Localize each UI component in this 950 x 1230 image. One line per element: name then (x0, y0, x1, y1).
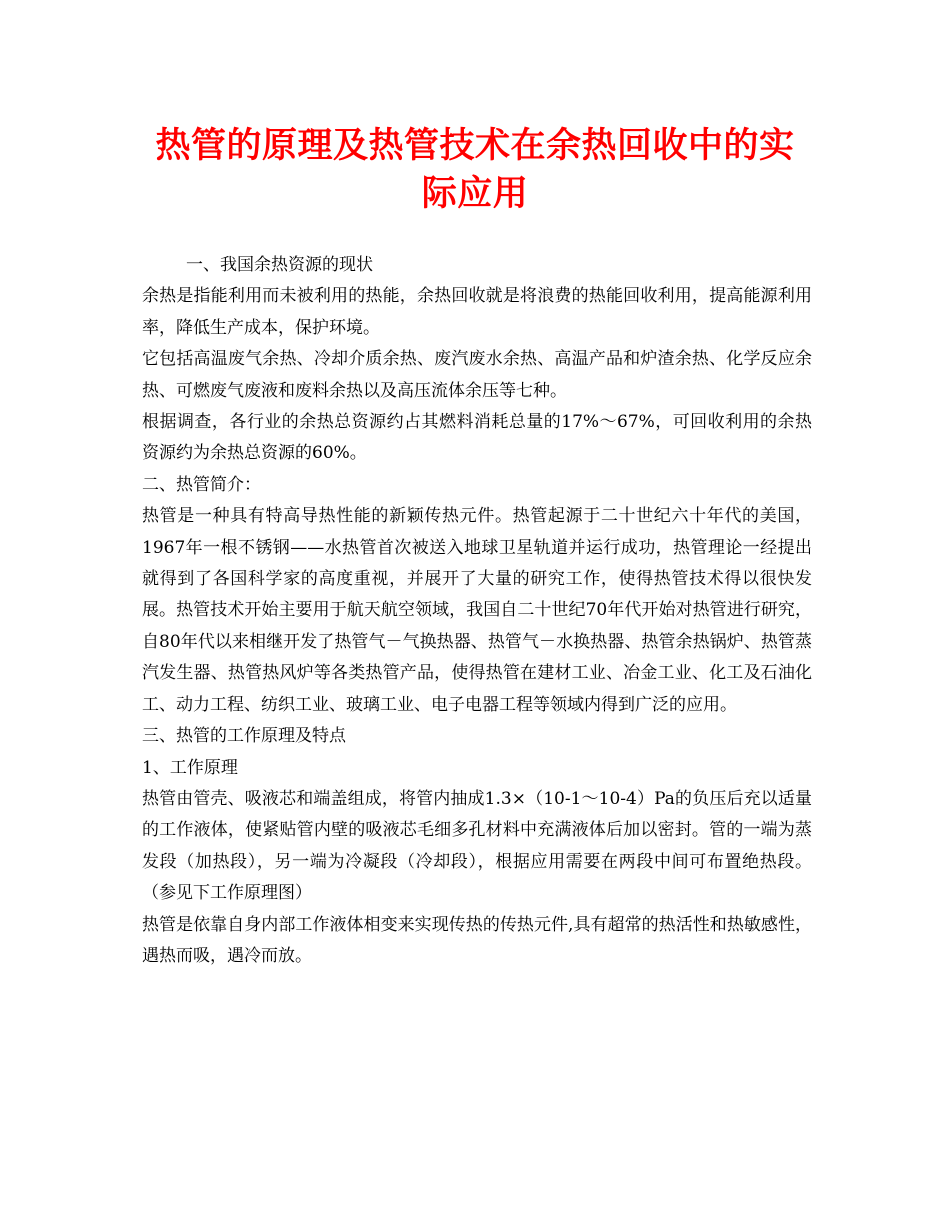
document-title: 热管的原理及热管技术在余热回收中的实际应用 (155, 125, 795, 214)
section-heading-3: 三、热管的工作原理及特点 (142, 726, 346, 747)
section-heading-1: 一、我国余热资源的现状 (186, 255, 373, 275)
paragraph: 它包括高温废气余热、冷却介质余热、废汽废水余热、高温产品和炉渣余热、化学反应余热、可燃废气废液和废料余热以及高压流体余压等七种。 (142, 349, 812, 401)
paragraph: 热管是依靠自身内部工作液体相变来实现传热的传热元件,具有超常的热活性和热敏感性，遇热而吸，遇冷而放。 (142, 914, 812, 966)
paragraph: 热管由管壳、吸液芯和端盖组成，将管内抽成1.3×（10-1～10-4）Pa的负压后充以适量的工作液体，使紧贴管内壁的吸液芯毛细多孔材料中充满液体后加以密封。管的一端为蒸发段（加热段），另一端为冷凝段（冷却段），根据应用需要在两段中间可布置绝热段。（参见下工作原理图） (142, 788, 812, 904)
section-heading-2: 二、热管简介： (142, 474, 261, 495)
document-body (142, 250, 812, 972)
paragraph: 根据调查，各行业的余热总资源约占其燃料消耗总量的17%～67%，可回收利用的余热资源约为余热总资源的60%。 (142, 412, 812, 464)
paragraph: 余热是指能利用而未被利用的热能，余热回收就是将浪费的热能回收利用，提高能源利用率，降低生产成本，保护环境。 (142, 286, 812, 338)
subsection-heading: 1、工作原理 (142, 757, 238, 778)
paragraph: 热管是一种具有特高导热性能的新颖传热元件。热管起源于二十世纪六十年代的美国，1967年一根不锈钢——水热管首次被送入地球卫星轨道并运行成功，热管理论一经提出就得到了各国科学家的高度重视，并展开了大量的研究工作，使得热管技术得以很快发展。热管技术开始主要用于航天航空领域，我国自二十世纪70年代开始对热管进行研究，自80年代以来相继开发了热管气－气换热器、热管气－水换热器、热管余热锅炉、热管蒸汽发生器、热管热风炉等各类热管产品，使得热管在建材工业、冶金工业、化工及石油化工、动力工程、纺织工业、玻璃工业、电子电器工程等领域内得到广泛的应用。 (142, 506, 812, 715)
